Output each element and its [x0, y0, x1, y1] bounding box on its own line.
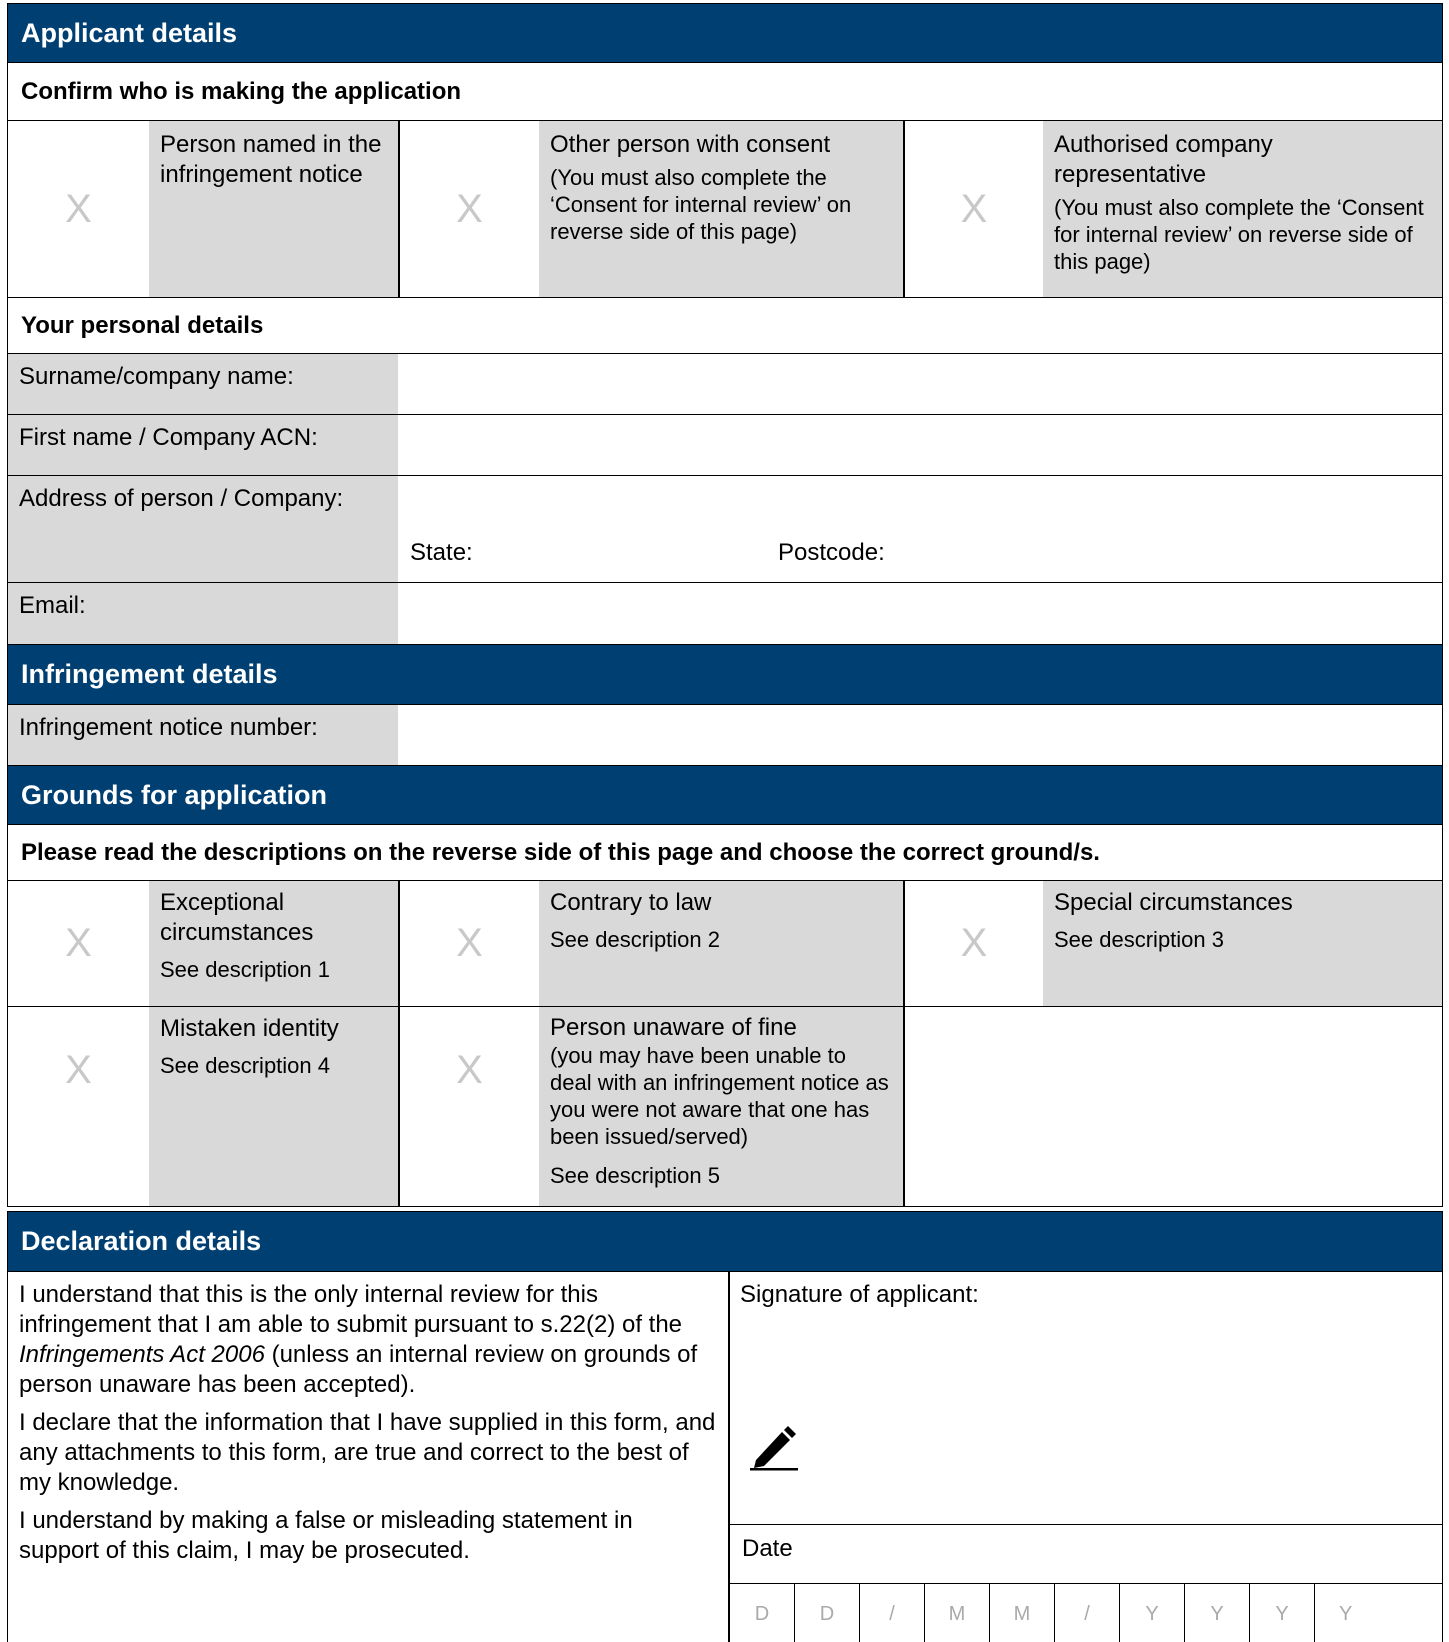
declaration-paragraph-1: I understand that this is the only internal review for this infringement that I am able to submit pursuant to s.22(2) of the Infringements Act 2006 (unless an internal review on grounds of person unaware has been accepted). — [19, 1281, 698, 1398]
ground-exceptional — [149, 881, 398, 1006]
ground-contrary-desc: See description 2 — [550, 927, 720, 952]
declaration-paragraph-3: I understand by making a false or misleading statement in support of this claim, I may be prosecuted. — [19, 1507, 633, 1564]
ground-exceptional-desc: See description 1 — [160, 957, 330, 982]
ground-unaware-label: Person unaware of fine — [550, 1014, 797, 1041]
ground-mistaken-checkbox[interactable]: X — [65, 1047, 92, 1092]
grounds-instruction: Please read the descriptions on the reverse side of this page and choose the correct ground/s. — [21, 838, 1100, 866]
email-row — [7, 583, 1443, 644]
applicant-options-row — [7, 121, 1443, 298]
grounds-row-1 — [7, 881, 1443, 1007]
date-box[interactable]: M — [990, 1584, 1055, 1642]
ground-mistaken — [149, 1007, 398, 1206]
option-other-person-label: Other person with consent — [550, 131, 831, 158]
option-company-rep-note: (You must also complete the ‘Consent for internal review’ on reverse side of this page) — [1054, 195, 1424, 274]
grounds-header — [7, 765, 1443, 825]
confirm-applicant-label: Confirm who is making the application — [21, 77, 462, 105]
option-person-named — [149, 121, 398, 297]
postcode-field[interactable] — [898, 531, 1438, 581]
declaration-body — [7, 1272, 1443, 1642]
email-field[interactable] — [398, 583, 1442, 644]
declaration-header — [7, 1211, 1443, 1272]
email-label: Email: — [8, 583, 398, 644]
date-separator: / — [860, 1584, 925, 1642]
option-company-rep-label: Authorised company representative — [1054, 131, 1273, 188]
ground-special-checkbox[interactable]: X — [960, 921, 988, 965]
ground-unaware — [539, 1007, 903, 1206]
notice-number-label: Infringement notice number: — [8, 705, 398, 765]
date-separator: / — [1055, 1584, 1120, 1642]
surname-row — [7, 354, 1443, 415]
ground-contrary-label: Contrary to law — [550, 889, 712, 916]
state-label: State: — [410, 539, 473, 566]
date-box[interactable]: Y — [1250, 1584, 1315, 1642]
ground-unaware-note: (you may have been unable to deal with an infringement notice as you were not aware that one has been issued/served) — [550, 1043, 889, 1149]
declaration-paragraph-2: I declare that the information that I have supplied in this form, and any attachments to this form, are true and correct to the best of my knowledge. — [19, 1409, 716, 1496]
infringement-details-title: Infringement details — [21, 659, 278, 689]
surname-field[interactable] — [398, 354, 1442, 414]
option-other-person-checkbox[interactable]: X — [456, 186, 483, 231]
ground-exceptional-label: Exceptional circumstances — [160, 889, 314, 946]
option-other-person — [539, 121, 903, 297]
address-row — [7, 476, 1443, 583]
surname-label: Surname/company name: — [8, 354, 398, 414]
signature-field[interactable] — [730, 1272, 1442, 1524]
pen-icon — [748, 1420, 800, 1472]
ground-contrary-checkbox[interactable]: X — [456, 921, 483, 965]
ground-contrary — [539, 881, 903, 1006]
ground-exceptional-checkbox[interactable]: X — [65, 921, 92, 965]
postcode-label: Postcode: — [778, 539, 885, 566]
option-company-rep — [1043, 121, 1442, 297]
address-field[interactable] — [398, 476, 1442, 531]
first-name-label: First name / Company ACN: — [8, 415, 398, 475]
date-box[interactable]: Y — [1339, 1603, 1353, 1625]
notice-number-row — [7, 705, 1443, 765]
date-box[interactable]: D — [795, 1584, 860, 1642]
grounds-row-2 — [7, 1007, 1443, 1207]
confirm-applicant-heading — [7, 63, 1443, 121]
ground-mistaken-desc: See description 4 — [160, 1053, 330, 1078]
ground-special — [1043, 881, 1442, 1006]
ground-special-desc: See description 3 — [1054, 927, 1224, 952]
date-label: Date — [742, 1535, 793, 1562]
applicant-details-header — [7, 3, 1443, 63]
personal-details-label: Your personal details — [21, 311, 264, 339]
option-person-named-checkbox[interactable]: X — [65, 186, 92, 231]
personal-details-heading — [7, 298, 1443, 354]
ground-mistaken-label: Mistaken identity — [160, 1015, 339, 1042]
option-company-rep-checkbox[interactable]: X — [960, 186, 988, 231]
date-box[interactable]: Y — [1185, 1584, 1250, 1642]
date-box[interactable]: D — [730, 1584, 795, 1642]
signature-label: Signature of applicant: — [740, 1281, 979, 1308]
option-person-named-label: Person named in the infringement notice — [160, 131, 382, 188]
grounds-instruction-row — [7, 825, 1443, 881]
ground-special-label: Special circumstances — [1054, 889, 1293, 916]
option-other-person-note: (You must also complete the ‘Consent for internal review’ on reverse side of this page) — [550, 165, 852, 244]
declaration-text — [19, 1280, 719, 1566]
grounds-title: Grounds for application — [21, 779, 328, 810]
state-field[interactable] — [488, 531, 768, 581]
ground-unaware-desc: See description 5 — [550, 1163, 720, 1188]
first-name-field[interactable] — [398, 415, 1442, 475]
ground-unaware-checkbox[interactable]: X — [456, 1047, 483, 1092]
first-name-row — [7, 415, 1443, 476]
applicant-details-title: Applicant details — [21, 17, 238, 48]
declaration-title: Declaration details — [21, 1226, 262, 1256]
infringement-details-header — [7, 644, 1443, 705]
date-box[interactable]: Y — [1120, 1584, 1185, 1642]
date-input[interactable] — [730, 1584, 1442, 1642]
date-box[interactable]: M — [925, 1584, 990, 1642]
address-label: Address of person / Company: — [8, 476, 398, 582]
notice-number-field[interactable] — [398, 705, 1442, 765]
